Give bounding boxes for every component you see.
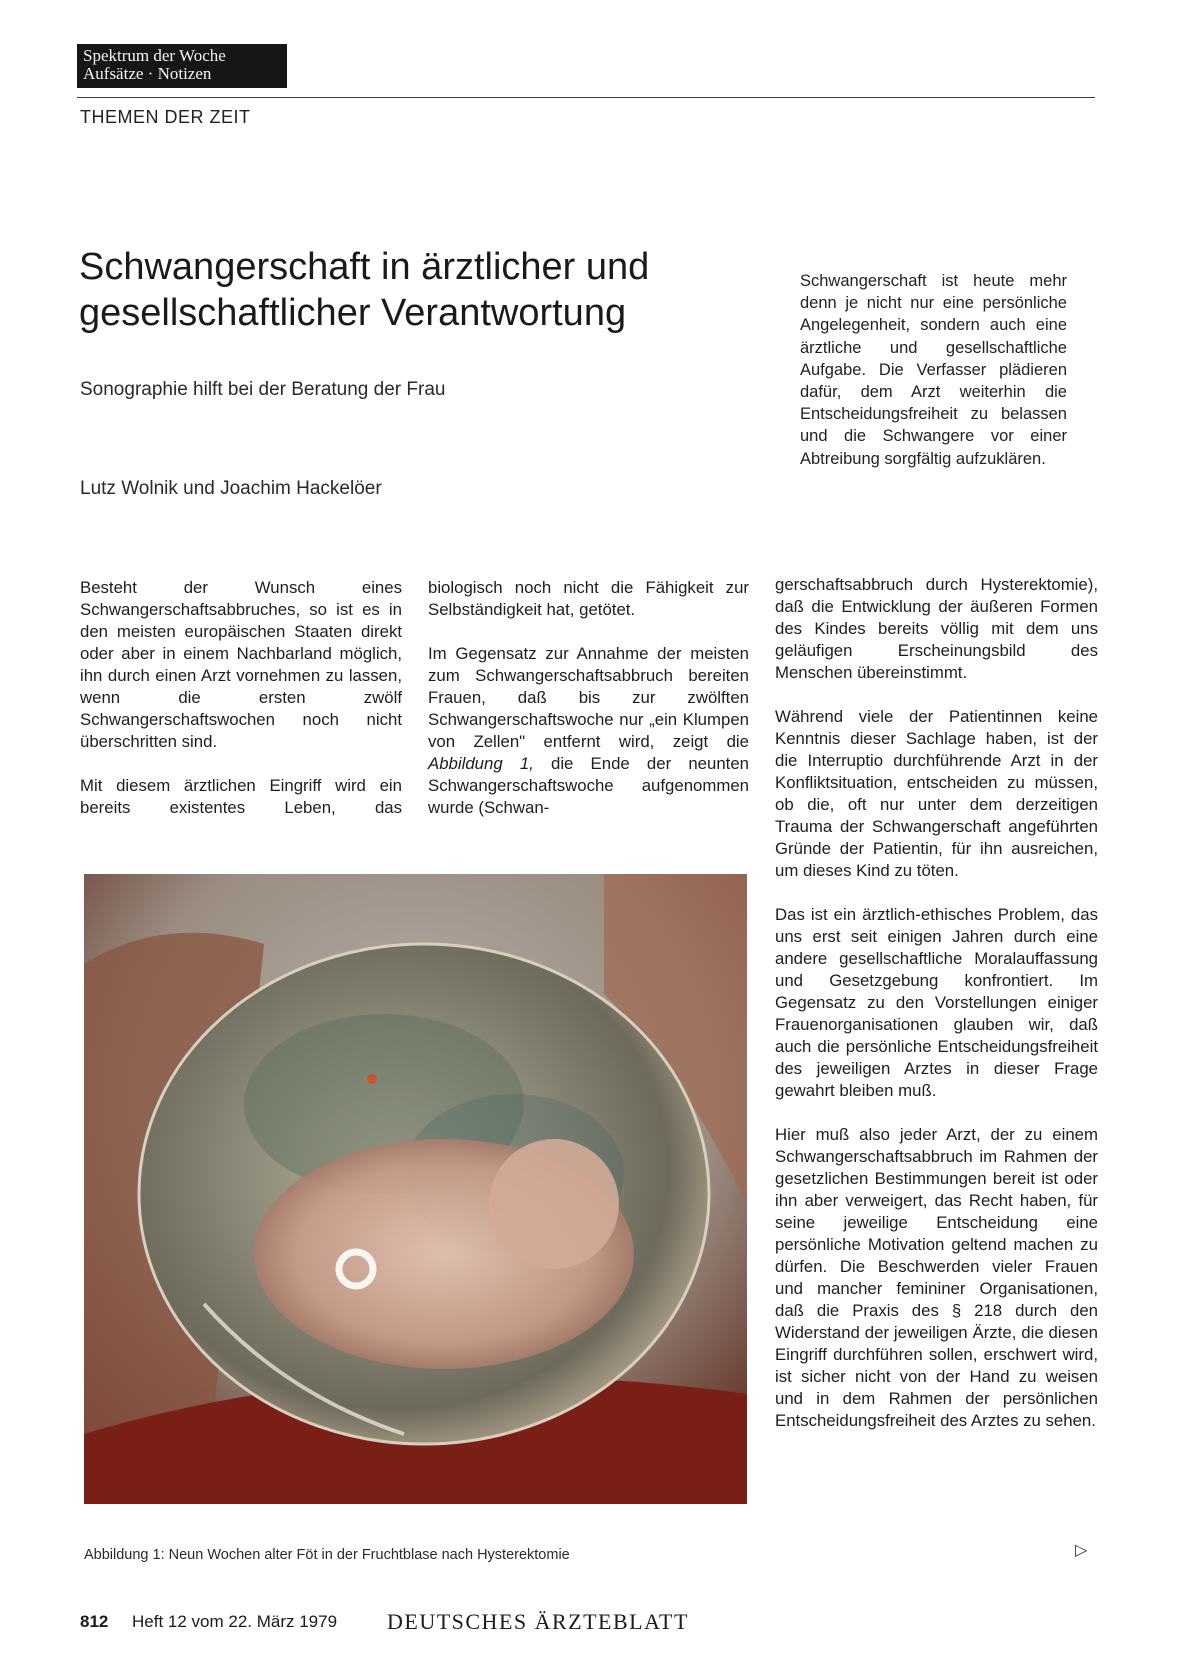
text-column-1 <box>80 577 402 863</box>
paragraph: biologisch noch nicht die Fähigkeit zur Selbständigkeit hat, getötet. <box>428 578 749 619</box>
section-label: THEMEN DER ZEIT <box>80 107 251 127</box>
section-box-line1: Spektrum der Woche <box>83 46 226 65</box>
paragraph: Besteht der Wunsch eines Schwangerschaftsabbruches, so ist es in den meisten europäischen Staaten direkt oder aber in einem Nachbarland möglich, ihn durch einen Arzt vornehmen zu lassen, wenn die ersten zwölf Schwangerschaftswochen noch nicht überschritten sind. <box>80 578 402 751</box>
figure-caption: Abbildung 1: Neun Wochen alter Föt in der Fruchtblase nach Hysterektomie <box>84 1547 570 1563</box>
issue-info: Heft 12 vom 22. März 1979 <box>132 1612 338 1631</box>
section-box-line2: Aufsätze · Notizen <box>83 64 212 83</box>
paragraph-text: Im Gegensatz zur Annahme der meisten zum Schwangerschaftsabbruch bereiten Frauen, daß bis zur zwölften Schwangerschaftswoche nur „ein Klumpen von Zellen" entfernt wird, zeigt die <box>428 644 749 751</box>
article-abstract: Schwangerschaft ist heute mehr denn je nicht nur eine persönliche Angelegenheit, sondern auch eine ärztliche und gesellschaftliche Aufgabe. Die Verfasser plädieren dafür, dem Arzt weiterhin die Entscheidungsfreiheit zu belassen und die Schwangere vor einer Abtreibung sorgfältig aufzuklären. <box>800 272 1067 468</box>
text-column-3 <box>775 574 1098 1454</box>
fetus-photograph <box>84 874 747 1504</box>
figure-reference: Abbildung 1, <box>428 754 534 773</box>
continue-arrow-icon: ▷ <box>1075 1542 1088 1559</box>
section-box <box>77 44 287 88</box>
paragraph: Mit diesem ärztlichen Eingriff wird ein bereits existentes Leben, das <box>80 776 402 817</box>
paragraph: gerschaftsabbruch durch Hysterektomie), daß die Entwicklung der äußeren Formen des Kindes bereits völlig mit dem uns geläufigen Erscheinungsbild des Menschen übereinstimmt. <box>775 575 1098 682</box>
text-column-2 <box>428 577 749 841</box>
paragraph <box>428 643 749 819</box>
paragraph-text: die Ende der neunten Schwangerschaftswoche aufgenommen wurde (Schwan- <box>428 754 749 817</box>
publication-name: DEUTSCHES ÄRZTEBLATT <box>387 1609 689 1634</box>
paragraph: Das ist ein ärztlich-ethisches Problem, das uns erst seit einigen Jahren durch eine andere gesellschaftliche Moralauffassung und Gesetzgebung konfrontiert. Im Gegensatz zu den Vorstellungen einiger Frauenorganisationen glauben wir, daß auch die persönliche Entscheidungsfreiheit des jeweiligen Arztes in dieser Frage gewahrt bleiben muß. <box>775 905 1098 1100</box>
photo-illustration <box>84 874 747 1504</box>
article-authors: Lutz Wolnik und Joachim Hackelöer <box>80 478 382 499</box>
page-number: 812 <box>80 1612 109 1631</box>
paragraph: Während viele der Patientinnen keine Kenntnis dieser Sachlage haben, ist der die Interruptio durchführende Arzt in der Konfliktsituation, entscheiden zu müssen, ob die, oft nur unter dem derzeitigen Trauma der Schwangerschaft angeführten Gründe der Patientin, für ihn ausreichen, um dieses Kind zu töten. <box>775 707 1098 880</box>
paragraph: Hier muß also jeder Arzt, der zu einem Schwangerschaftsabbruch im Rahmen der gesetzlichen Bestimmungen bereit ist oder ihn aber verweigert, das Recht haben, für seine jeweilige Entscheidung eine persönliche Motivation geltend machen zu dürfen. Die Beschwerden vieler Frauen und mancher femininer Organisationen, daß die Praxis des § 218 durch den Widerstand der jeweiligen Ärzte, die diesen Eingriff durchführen sollen, erschwert wird, ist sicher nicht von der Hand zu weisen und in dem Rahmen der persönlichen Entscheidungsfreiheit des Arztes zu sehen. <box>775 1125 1098 1430</box>
article-subtitle: Sonographie hilft bei der Beratung der Frau <box>80 379 446 400</box>
article-title: Schwangerschaft in ärztlicher und gesellschaftlicher Verantwortung <box>79 246 650 334</box>
header-rule <box>77 97 1095 98</box>
